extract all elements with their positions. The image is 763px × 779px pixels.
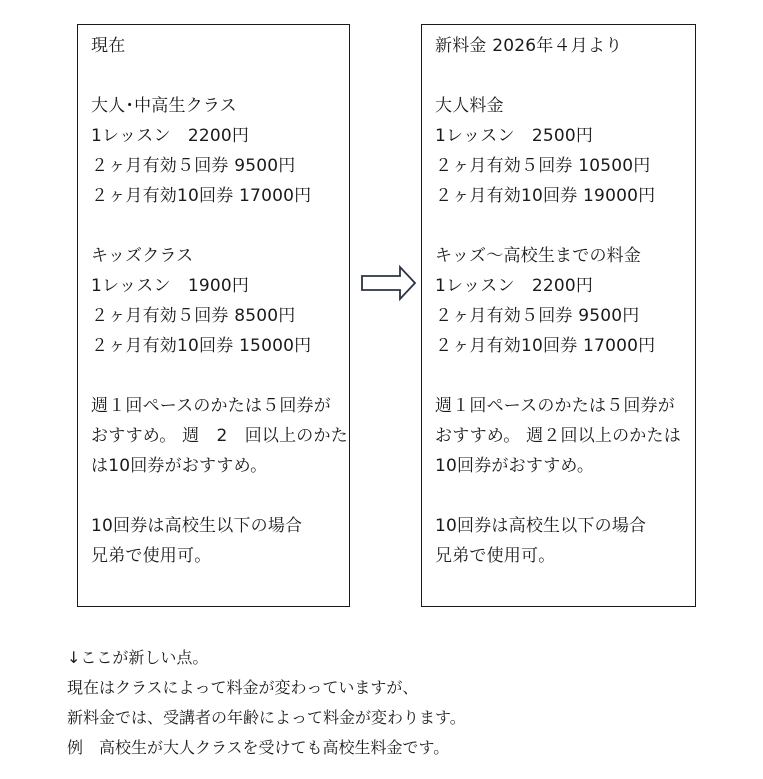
spacer	[435, 211, 689, 241]
current-title: 現在	[91, 36, 126, 56]
current-kids-10-ticket-price: ２ヶ月有効10回券 15000円	[91, 336, 312, 356]
current-kids-5-ticket-price: ２ヶ月有効５回券 8500円	[91, 306, 296, 326]
current-pricing-content	[91, 31, 348, 571]
new-note-line: 兄弟で使用可。	[435, 546, 556, 566]
new-adult-10-ticket-price: ２ヶ月有効10回券 19000円	[435, 186, 656, 206]
right-arrow-icon	[360, 264, 418, 302]
spacer	[435, 481, 689, 511]
new-adult-header: 大人料金	[435, 96, 504, 116]
new-kids-5-ticket-price: ２ヶ月有効５回券 9500円	[435, 306, 640, 326]
current-advice-line: 週１回ペースのかたは５回券が	[91, 396, 331, 416]
current-kids-single-price: 1レッスン 1900円	[91, 276, 250, 296]
current-adult-5-ticket-price: ２ヶ月有効５回券 9500円	[91, 156, 296, 176]
spacer	[91, 481, 343, 511]
current-kids-header: キッズクラス	[91, 246, 194, 266]
new-pricing-content	[435, 31, 689, 571]
current-note-line: 兄弟で使用可。	[91, 546, 212, 566]
footnote-line: 現在はクラスによって料金が変わっていますが、	[67, 678, 419, 697]
new-adult-5-ticket-price: ２ヶ月有効５回券 10500円	[435, 156, 651, 176]
new-title: 新料金 2026年４月より	[435, 36, 623, 56]
current-note-line: 10回券は高校生以下の場合	[91, 516, 303, 536]
current-adult-single-price: 1レッスン 2200円	[91, 126, 250, 146]
new-kids-header: キッズ～高校生までの料金	[435, 246, 642, 266]
footnotes	[67, 643, 466, 763]
new-adult-single-price: 1レッスン 2500円	[435, 126, 594, 146]
new-advice-line: おすすめ。 週２回以上のかたは	[435, 426, 681, 446]
current-advice-line: は10回券がおすすめ。	[91, 456, 268, 476]
current-advice-line: おすすめ。 週 2 回以上のかた	[91, 426, 348, 446]
spacer	[91, 211, 343, 241]
footnote-line: 新料金では、受講者の年齢によって料金が変わります。	[67, 708, 466, 727]
new-advice-line: 10回券がおすすめ。	[435, 456, 595, 476]
new-pricing-box	[421, 24, 696, 607]
new-kids-single-price: 1レッスン 2200円	[435, 276, 594, 296]
footnote-line: ↓ここが新しい点。	[67, 648, 209, 667]
new-kids-10-ticket-price: ２ヶ月有効10回券 17000円	[435, 336, 656, 356]
footnote-line: 例 高校生が大人クラスを受けても高校生料金です。	[67, 738, 450, 757]
current-pricing-box	[77, 24, 350, 607]
spacer	[435, 361, 689, 391]
current-adult-10-ticket-price: ２ヶ月有効10回券 17000円	[91, 186, 312, 206]
new-advice-line: 週１回ペースのかたは５回券が	[435, 396, 675, 416]
spacer	[91, 361, 343, 391]
new-note-line: 10回券は高校生以下の場合	[435, 516, 647, 536]
current-adult-header: 大人･中高生クラス	[91, 96, 237, 116]
spacer	[435, 61, 689, 91]
spacer	[91, 61, 343, 91]
